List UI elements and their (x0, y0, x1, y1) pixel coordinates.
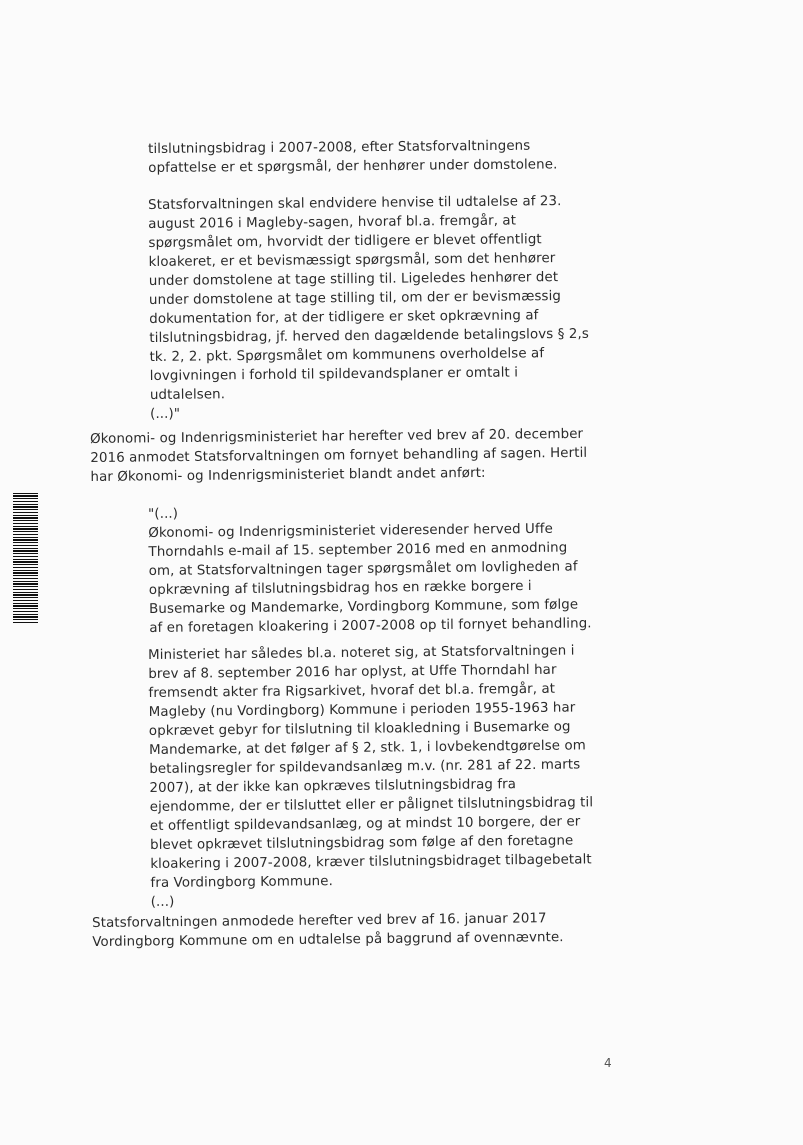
text-line: Ministeriet har således bl.a. noteret sig, at Statsforvaltningen i (148, 643, 575, 663)
text-line: brev af 8. september 2016 har oplyst, at Uffe Thorndahl har (148, 662, 557, 682)
text-line: "(...) (148, 506, 179, 522)
text-line: tilslutningsbidrag, jf. herved den dagældende betalingslovs § 2,s (149, 326, 589, 346)
text-line: 2007), at der ikke kan opkræves tilslutningsbidrag fra (149, 777, 517, 796)
text-line: fra Vordingborg Kommune. (150, 874, 334, 891)
text-line: udtalelsen. (149, 387, 226, 403)
text-line: Mandemarke, at det følger af § 2, stk. 1, i lovbekendtgørelse om (149, 738, 586, 758)
text-line: af en foretagen kloakering i 2007-2008 op til fornyet behandling. (149, 616, 592, 636)
text-line: under domstolene at tage stilling til, om der er bevismæssig (148, 289, 562, 308)
quote-continuation (148, 136, 557, 178)
text-line: 2016 anmodet Statsforvaltningen om fornyet behandling af sagen. Hertil (90, 445, 588, 466)
text-line: fremsendt akter fra Rigsarkivet, hvoraf det bl.a. fremgår, at (148, 681, 556, 701)
text-line: Thorndahls e-mail af 15. september 2016 med en anmodning (148, 540, 568, 560)
text-line: under domstolene at tage stilling til. Ligeledes henhører det (148, 270, 559, 289)
scan-barcode-icon (13, 493, 38, 623)
text-line: (...) (150, 894, 175, 910)
text-line: Busemarke og Mandemarke, Vordingborg Kommune, som følge (149, 597, 579, 617)
quote-paragraph-4 (148, 641, 594, 912)
text-line: ejendomme, der er tilsluttet eller er pålignet tilslutningsbidrag til (149, 795, 594, 815)
text-line: kloakeret, er et bevismæssigt spørgsmål, som det henhører (148, 251, 556, 270)
body-paragraph-2 (92, 909, 564, 952)
text-line: opfattelse er et spørgsmål, der henhører under domstolene. (148, 157, 558, 176)
text-line: spørgsmålet om, hvorvidt der tidligere er blevet offentligt (148, 232, 542, 251)
text-line: opkrævet gebyr for tilslutning til kloakledning i Busemarke og (148, 719, 571, 739)
page-number: 4 (604, 1056, 612, 1070)
text-line: tk. 2, 2. pkt. Spørgsmålet om kommunens overholdelse af (149, 346, 545, 365)
text-line: Magleby (nu Vordingborg) Kommune i perioden 1955-1963 har (148, 700, 576, 720)
body-paragraph-1 (90, 425, 587, 487)
text-line: Økonomi- og Indenrigsministeriet har herefter ved brev af 20. december (90, 426, 584, 447)
text-line: Vordingborg Kommune om en udtalelse på baggrund af ovennævnte. (92, 930, 564, 950)
text-line: Økonomi- og Indenrigsministeriet videresender herved Uffe (148, 521, 553, 541)
text-line: har Økonomi- og Indenrigsministeriet blandt andet anført: (90, 465, 486, 485)
text-line: Statsforvaltningen anmodede herefter ved brev af 16. januar 2017 (92, 911, 547, 931)
text-line: lovgivningen i forhold til spildevandsplaner er omtalt i (149, 365, 519, 384)
text-line: august 2016 i Magleby-sagen, hvoraf bl.a. fremgår, at (148, 213, 517, 232)
text-line: om, at Statsforvaltningen tager spørgsmålet om lovligheden af (148, 559, 578, 579)
text-line: et offentligt spildevandsanlæg, og at mindst 10 borgere, der er (149, 814, 581, 834)
text-line: tilslutningsbidrag i 2007-2008, efter Statsforvaltningens (148, 138, 531, 157)
quote-paragraph-3 (148, 500, 592, 638)
text-line: opkrævning af tilslutningsbidrag hos en række borgere i (148, 578, 532, 598)
text-line: betalingsregler for spildevandsanlæg m.v. (nr. 281 af 22. marts (149, 757, 581, 777)
text-line: Statsforvaltningen skal endvidere henvise til udtalelse af 23. (148, 194, 562, 213)
quote-paragraph-2 (148, 192, 590, 424)
text-line: kloakering i 2007-2008, kræver tilslutningsbidraget tilbagebetalt (150, 852, 592, 872)
text-line: blevet opkrævet tilslutningsbidrag som følge af den foretagne (150, 833, 574, 853)
text-line: (...)" (150, 406, 181, 422)
text-line: dokumentation for, at der tidligere er sket opkrævning af (149, 308, 539, 327)
